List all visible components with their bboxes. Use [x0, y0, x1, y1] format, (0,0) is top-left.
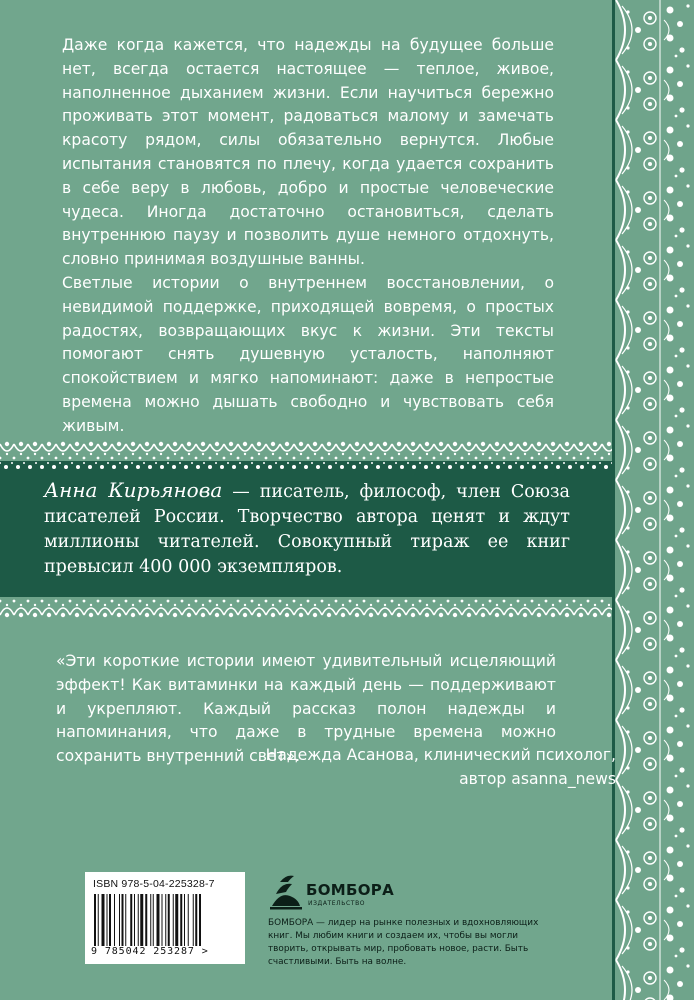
- lace-border-right: [612, 0, 694, 1000]
- barcode-bar: [199, 894, 201, 950]
- barcode-bar: [175, 894, 178, 950]
- barcode-bars: [93, 894, 237, 950]
- barcode-bar: [94, 894, 96, 950]
- barcode-bar: [109, 894, 111, 950]
- author-bio: [44, 478, 570, 580]
- barcode-bar: [150, 894, 151, 950]
- isbn-barcode: [85, 872, 245, 964]
- barcode-digits: 9 785042 253287 >: [91, 946, 241, 957]
- barcode-bar: [162, 894, 163, 950]
- review-attribution: [196, 744, 616, 792]
- barcode-bar: [125, 894, 126, 950]
- review-quote: «Эти короткие истории имеют удивительный исцеляющий эффект! Как витаминки на каждый день — поддерживают и укрепляют. Каждый рассказ полон надежды и напоминания, что даже в трудные времена можно сохранить внутренний свет».: [56, 652, 556, 766]
- barcode-bar: [98, 894, 99, 950]
- barcode-bar: [107, 894, 108, 950]
- barcode-bar: [134, 894, 135, 950]
- barcode-bar: [140, 894, 143, 950]
- barcode-bar: [188, 894, 189, 950]
- lace-border-bottom-panel: [0, 597, 612, 619]
- blurb-paragraph-2: Светлые истории о внутреннем восстановлении, о невидимой поддержке, приходящей вовремя, о простых радостях, возвращающих вкус к жизни. Эти тексты помогают снять душевную усталость, наполняют спокойствием и мягко напоминают: даже в непростые времена можно дышать свободно и чувствовать себя живым.: [62, 274, 554, 435]
- barcode-bar: [130, 894, 132, 950]
- barcode-bar: [153, 894, 154, 950]
- barcode-bar: [193, 894, 194, 950]
- review-attribution-line-1: Надежда Асанова, клинический психолог,: [265, 746, 616, 764]
- blurb-paragraph-1: Даже когда кажется, что надежды на будущее больше нет, всегда остается настоящее — теплое, живое, наполненное дыханием жизни. Если научиться бережно проживать этот момент, радоваться малому и замечать красоту рядом, силы обязательно вернутся. Любые испытания становятся по плечу, когда удается сохранить в себе веру в любовь, добро и простые человеческие чудеса. Иногда достаточно остановиться, сделать внутреннюю паузу и позволить душе немного отдохнуть, словно принимая воздушные ванны.: [62, 36, 554, 269]
- barcode-bar: [114, 894, 115, 950]
- barcode-bar: [184, 894, 185, 950]
- publisher-subtitle: ИЗДАТЕЛЬСТВО: [308, 900, 366, 907]
- lace-border-top-panel: [0, 440, 612, 462]
- barcode-bar: [165, 894, 166, 950]
- barcode-bar: [157, 894, 160, 950]
- publisher-description: БОМБОРА — лидер на рынке полезных и вдохновляющих книг. Мы любим книги и создаем их, чтобы вы могли творить, открывать мир, пробовать новое, расти. Быть счастливыми. Быть на волне.: [268, 918, 539, 967]
- isbn-label: ISBN 978-5-04-225328-7: [93, 878, 215, 890]
- publisher-name: БОМБОРА: [306, 881, 394, 899]
- barcode-bar: [145, 894, 147, 950]
- barcode-bar: [168, 894, 170, 950]
- barcode-bar: [195, 894, 197, 950]
- barcode-bar: [102, 894, 105, 950]
- barcode-bar: [180, 894, 182, 950]
- barcode-bar: [173, 894, 174, 950]
- author-name: Анна Кирьянова: [44, 478, 223, 502]
- author-bio-text: — писатель, философ, член Союза писателей России. Творчество автора ценят и ждут миллионы читателей. Совокупный тираж ее книг превысил 400 000 экземпляров.: [44, 482, 570, 577]
- publisher-logo: [268, 872, 398, 912]
- barcode-bar: [138, 894, 139, 950]
- review-attribution-line-2: автор asanna_news: [459, 769, 616, 788]
- barcode-bar: [119, 894, 120, 950]
- bombora-wave-icon: [268, 872, 304, 912]
- barcode-bar: [122, 894, 124, 950]
